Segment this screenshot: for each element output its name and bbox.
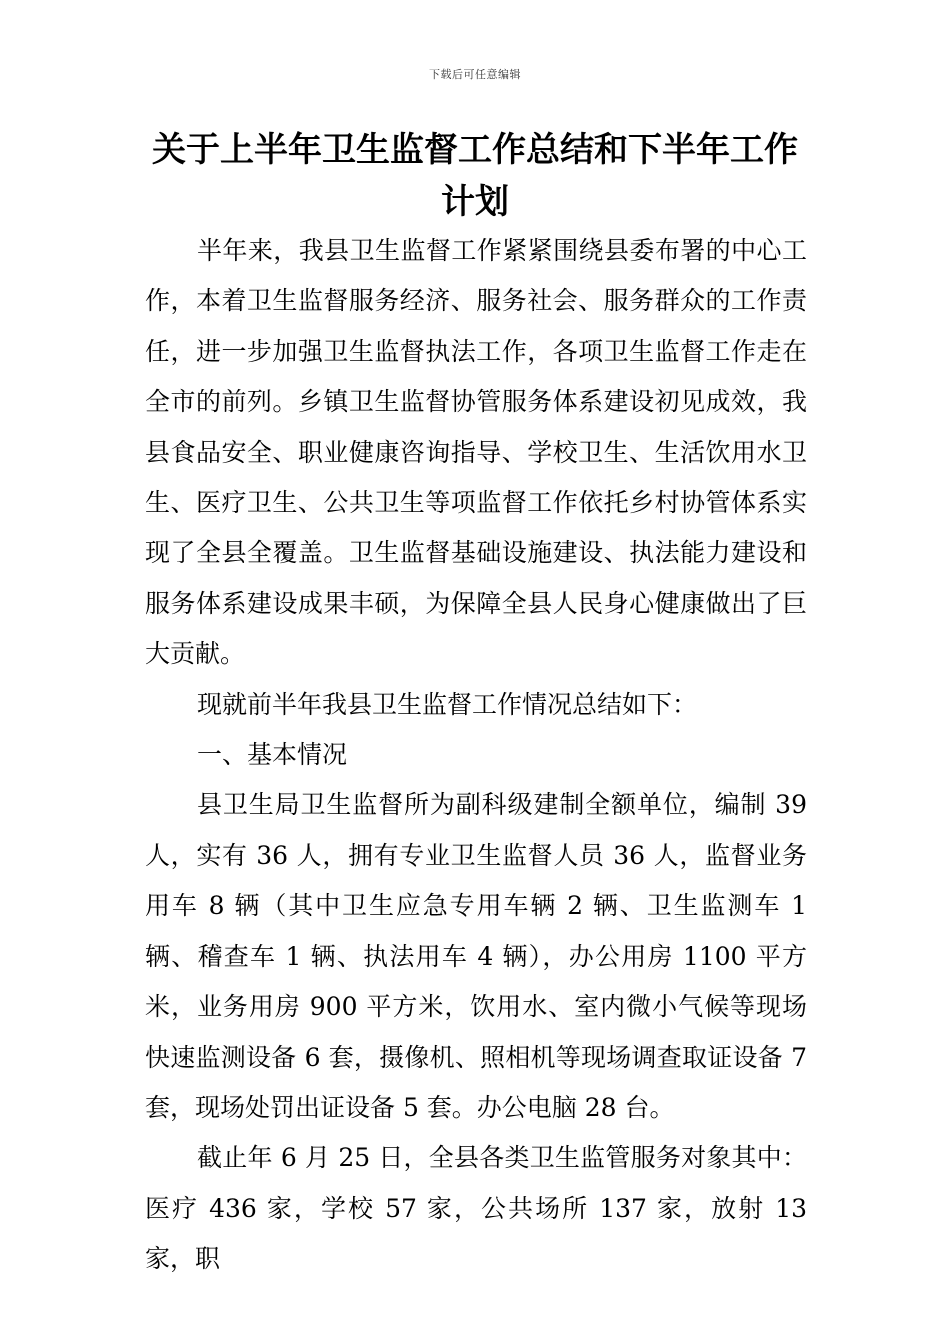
paragraph-summary-lead: 现就前半年我县卫生监督工作情况总结如下： <box>197 689 698 719</box>
document-title: 关于上半年卫生监督工作总结和下半年工作计划 <box>152 130 798 222</box>
document-body <box>145 226 807 1285</box>
paragraph-service-objects: 截止年 6 月 25 日，全县各类卫生监管服务对象其中：医疗 436 家，学校 57 家，公共场所 137 家，放射 13 家，职 <box>145 1143 807 1274</box>
section-heading-basic-info: 一、基本情况 <box>197 740 348 770</box>
paragraph-basic-info: 县卫生局卫生监督所为副科级建制全额单位，编制 39 人，实有 36 人，拥有专业卫生监督人员 36 人，监督业务用车 8 辆（其中卫生应急专用车辆 2 辆、卫生监测车 1 辆、稽查车 1 辆、执法用车 4 辆），办公用房 1100 平方米，业务用房 900 平方米，饮用水、室内微小气候等现场快速监测设备 6 套，摄像机、照相机等现场调查取证设备 7 套，现场处罚出证设备 5 套。办公电脑 28 台。 <box>145 790 807 1122</box>
paragraph-intro: 半年来，我县卫生监督工作紧紧围绕县委布署的中心工作，本着卫生监督服务经济、服务社会、服务群众的工作责任，进一步加强卫生监督执法工作，各项卫生监督工作走在全市的前列。乡镇卫生监督协管服务体系建设初见成效，我县食品安全、职业健康咨询指导、学校卫生、生活饮用水卫生、医疗卫生、公共卫生等项监督工作依托乡村协管体系实现了全县全覆盖。卫生监督基础设施建设、执法能力建设和服务体系建设成果丰硕，为保障全县人民身心健康做出了巨大贡献。 <box>145 236 807 669</box>
header-note: 下载后可任意编辑 <box>429 68 521 81</box>
